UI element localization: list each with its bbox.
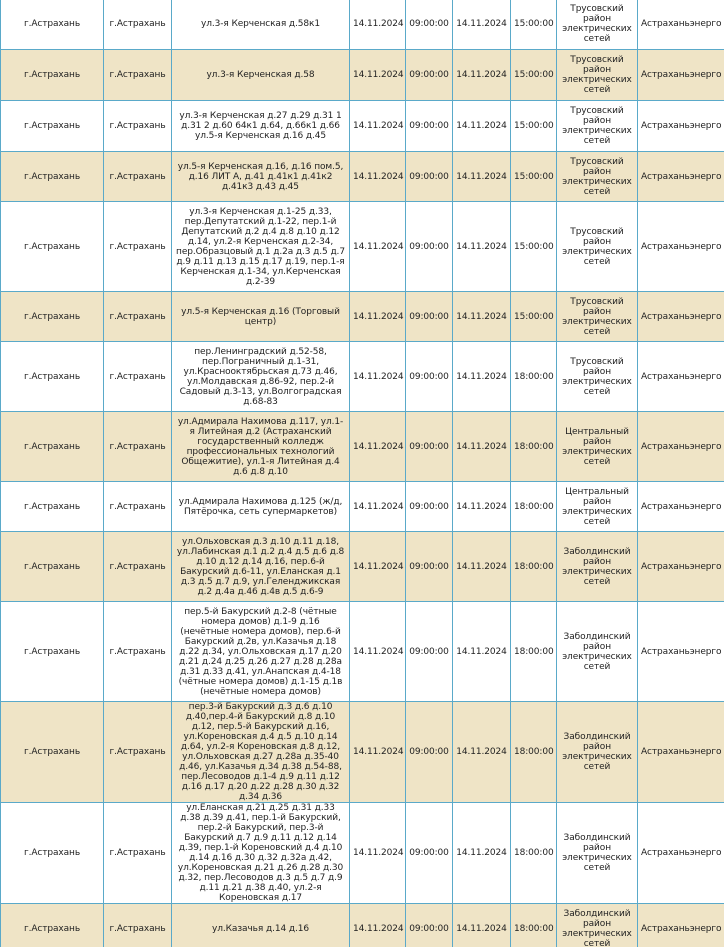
city-cell: г.Астрахань	[1, 904, 104, 947]
end-time-cell: 18:00:00	[511, 803, 557, 904]
start-time-cell: 09:00:00	[406, 412, 453, 482]
company-cell: Астраханьэнерго	[638, 50, 724, 101]
table-row	[1, 101, 724, 152]
table-row	[1, 904, 724, 947]
start-date-cell: 14.11.2024	[350, 152, 406, 202]
end-time-cell: 18:00:00	[511, 342, 557, 412]
city-cell: г.Астрахань	[1, 803, 104, 904]
table-row	[1, 412, 724, 482]
start-date-cell: 14.11.2024	[350, 292, 406, 342]
company-cell: Астраханьэнерго	[638, 803, 724, 904]
start-date-cell: 14.11.2024	[350, 532, 406, 602]
start-time-cell: 09:00:00	[406, 602, 453, 702]
company-cell: Астраханьэнерго	[638, 101, 724, 152]
settlement-cell: г.Астрахань	[104, 101, 172, 152]
end-date-cell: 14.11.2024	[453, 532, 511, 602]
table-row	[1, 803, 724, 904]
end-date-cell: 14.11.2024	[453, 0, 511, 50]
district-cell: Заболдинский район электрических сетей	[557, 602, 638, 702]
district-cell: Трусовский район электрических сетей	[557, 50, 638, 101]
district-cell: Заболдинский район электрических сетей	[557, 803, 638, 904]
start-date-cell: 14.11.2024	[350, 50, 406, 101]
end-time-cell: 18:00:00	[511, 482, 557, 532]
start-time-cell: 09:00:00	[406, 101, 453, 152]
address-cell: ул.Адмирала Нахимова д.125 (ж/д, Пятёрочка, сеть супермаркетов)	[172, 482, 350, 532]
end-date-cell: 14.11.2024	[453, 292, 511, 342]
city-cell: г.Астрахань	[1, 202, 104, 292]
end-time-cell: 15:00:00	[511, 0, 557, 50]
end-date-cell: 14.11.2024	[453, 50, 511, 101]
company-cell: Астраханьэнерго	[638, 412, 724, 482]
city-cell: г.Астрахань	[1, 50, 104, 101]
district-cell: Трусовский район электрических сетей	[557, 101, 638, 152]
table-row	[1, 0, 724, 50]
end-date-cell: 14.11.2024	[453, 152, 511, 202]
start-date-cell: 14.11.2024	[350, 602, 406, 702]
settlement-cell: г.Астрахань	[104, 292, 172, 342]
company-cell: Астраханьэнерго	[638, 202, 724, 292]
city-cell: г.Астрахань	[1, 0, 104, 50]
district-cell: Трусовский район электрических сетей	[557, 342, 638, 412]
settlement-cell: г.Астрахань	[104, 152, 172, 202]
settlement-cell: г.Астрахань	[104, 602, 172, 702]
address-cell: ул.3-я Керченская д.58к1	[172, 0, 350, 50]
settlement-cell: г.Астрахань	[104, 532, 172, 602]
end-time-cell: 15:00:00	[511, 50, 557, 101]
company-cell: Астраханьэнерго	[638, 904, 724, 947]
end-time-cell: 15:00:00	[511, 202, 557, 292]
address-cell: ул.5-я Керченская д.16 (Торговый центр)	[172, 292, 350, 342]
district-cell: Трусовский район электрических сетей	[557, 202, 638, 292]
company-cell: Астраханьэнерго	[638, 342, 724, 412]
district-cell: Заболдинский район электрических сетей	[557, 904, 638, 947]
city-cell: г.Астрахань	[1, 482, 104, 532]
address-cell: пер.5-й Бакурский д.2-8 (чётные номера домов) д.1-9 д.16 (нечётные номера домов), пер.6-й Бакурский д.2в, ул.Казачья д.18 д.22 д.34, ул.Ольховская д.17 д.20 д.21 д.24 д.25 д.26 д.27 д.28 д.28а д.31 д.33 д.41, ул.Анапская д.4-18 (чётные номера домов) д.1-15 д.1в (нечётные номера домов)	[172, 602, 350, 702]
end-time-cell: 18:00:00	[511, 602, 557, 702]
district-cell: Центральный район электрических сетей	[557, 482, 638, 532]
table-row	[1, 292, 724, 342]
address-cell: ул.5-я Керченская д.16, д.16 пом.5, д.16 ЛИТ А, д.41 д.41к1 д.41к2 д.41к3 д.43 д.45	[172, 152, 350, 202]
address-cell: пер.Ленинградский д.52-58, пер.Пограничный д.1-31, ул.Краснооктябрьская д.73 д.46, ул.Молдавская д.86-92, пер.2-й Садовый д.3-13, ул.Волгоградская д.68-83	[172, 342, 350, 412]
company-cell: Астраханьэнерго	[638, 152, 724, 202]
address-cell: ул.Ольховская д.3 д.10 д.11 д.18, ул.Лабинская д.1 д.2 д.4 д.5 д.6 д.8 д.10 д.12 д.14 д.16, пер.6-й Бакурский д.6-11, ул.Еланская д.1 д.3 д.5 д.7 д.9, ул.Геленджикская д.2 д.4а д.46 д.4в д.5 д.6-9	[172, 532, 350, 602]
settlement-cell: г.Астрахань	[104, 702, 172, 803]
settlement-cell: г.Астрахань	[104, 202, 172, 292]
start-time-cell: 09:00:00	[406, 0, 453, 50]
city-cell: г.Астрахань	[1, 292, 104, 342]
end-time-cell: 18:00:00	[511, 532, 557, 602]
settlement-cell: г.Астрахань	[104, 482, 172, 532]
district-cell: Заболдинский район электрических сетей	[557, 532, 638, 602]
address-cell: ул.Еланская д.21 д.25 д.31 д.33 д.38 д.39 д.41, пер.1-й Бакурский, пер.2-й Бакурский, пер.3-й Бакурский д.7 д.9 д.11 д.12 д.14 д.39, пер.1-й Кореновский д.4 д.10 д.14 д.16 д.30 д.32 д.32а д.42, ул.Кореновская д.21 д.26 д.28 д.30 д.32, пер.Лесоводов д.3 д.5 д.7 д.9 д.11 д.21 д.38 д.40, ул.2-я Кореновская д.17	[172, 803, 350, 904]
end-date-cell: 14.11.2024	[453, 482, 511, 532]
end-date-cell: 14.11.2024	[453, 412, 511, 482]
start-date-cell: 14.11.2024	[350, 803, 406, 904]
end-time-cell: 18:00:00	[511, 904, 557, 947]
start-date-cell: 14.11.2024	[350, 904, 406, 947]
start-time-cell: 09:00:00	[406, 152, 453, 202]
end-time-cell: 15:00:00	[511, 152, 557, 202]
end-time-cell: 15:00:00	[511, 292, 557, 342]
end-time-cell: 18:00:00	[511, 702, 557, 803]
start-time-cell: 09:00:00	[406, 803, 453, 904]
company-cell: Астраханьэнерго	[638, 482, 724, 532]
city-cell: г.Астрахань	[1, 412, 104, 482]
table-row	[1, 50, 724, 101]
address-cell: ул.Казачья д.14 д.16	[172, 904, 350, 947]
address-cell: ул.3-я Керченская д.1-25 д.33, пер.Депутатский д.1-22, пер.1-й Депутатский д.2 д.4 д.8 д.10 д.12 д.14, ул.2-я Керченская д.2-34, пер.Образцовый д.1 д.2а д.3 д.5 д.7 д.9 д.11 д.13 д.15 д.17 д.19, пер.1-я Керченская д.1-34, ул.Керченская д.2-39	[172, 202, 350, 292]
district-cell: Центральный район электрических сетей	[557, 412, 638, 482]
address-cell: ул.3-я Керченская д.27 д.29 д.31 1 д.31 2 д.60 64к1 д.64, д.66к1 д.66 ул.5-я Керченская д.16 д.45	[172, 101, 350, 152]
end-date-cell: 14.11.2024	[453, 202, 511, 292]
city-cell: г.Астрахань	[1, 342, 104, 412]
start-time-cell: 09:00:00	[406, 904, 453, 947]
start-date-cell: 14.11.2024	[350, 101, 406, 152]
start-date-cell: 14.11.2024	[350, 482, 406, 532]
address-cell: пер.3-й Бакурский д.3 д.6 д.10 д.40,пер.4-й Бакурский д.8 д.10 д.12, пер.5-й Бакурский д.16, ул.Кореновская д.4 д.5 д.10 д.14 д.64, ул.2-я Кореновская д.8 д.12, ул.Ольховская д.27 д.28а д.35-40 д.46, ул.Казачья д.34 д.38 д.54-88, пер.Лесоводов д.1-4 д.9 д.11 д.12 д.16 д.17 д.20 д.22 д.28 д.30 д.32 д.34 д.36	[172, 702, 350, 803]
city-cell: г.Астрахань	[1, 532, 104, 602]
settlement-cell: г.Астрахань	[104, 50, 172, 101]
start-date-cell: 14.11.2024	[350, 412, 406, 482]
district-cell: Трусовский район электрических сетей	[557, 152, 638, 202]
start-time-cell: 09:00:00	[406, 702, 453, 803]
end-date-cell: 14.11.2024	[453, 342, 511, 412]
company-cell: Астраханьэнерго	[638, 292, 724, 342]
start-time-cell: 09:00:00	[406, 482, 453, 532]
end-time-cell: 18:00:00	[511, 412, 557, 482]
end-date-cell: 14.11.2024	[453, 101, 511, 152]
settlement-cell: г.Астрахань	[104, 412, 172, 482]
end-date-cell: 14.11.2024	[453, 702, 511, 803]
company-cell: Астраханьэнерго	[638, 532, 724, 602]
table-row	[1, 702, 724, 803]
settlement-cell: г.Астрахань	[104, 0, 172, 50]
address-cell: ул.Адмирала Нахимова д.117, ул.1-я Литейная д.2 (Астраханский государственный колледж профессиональных технологий Общежитие), ул.1-я Литейная д.4 д.6 д.8 д.10	[172, 412, 350, 482]
settlement-cell: г.Астрахань	[104, 904, 172, 947]
company-cell: Астраханьэнерго	[638, 0, 724, 50]
table-row	[1, 342, 724, 412]
start-time-cell: 09:00:00	[406, 292, 453, 342]
start-date-cell: 14.11.2024	[350, 702, 406, 803]
district-cell: Заболдинский район электрических сетей	[557, 702, 638, 803]
start-time-cell: 09:00:00	[406, 342, 453, 412]
settlement-cell: г.Астрахань	[104, 803, 172, 904]
start-date-cell: 14.11.2024	[350, 202, 406, 292]
city-cell: г.Астрахань	[1, 602, 104, 702]
end-date-cell: 14.11.2024	[453, 904, 511, 947]
company-cell: Астраханьэнерго	[638, 602, 724, 702]
company-cell: Астраханьэнерго	[638, 702, 724, 803]
district-cell: Трусовский район электрических сетей	[557, 292, 638, 342]
table-row	[1, 602, 724, 702]
start-date-cell: 14.11.2024	[350, 0, 406, 50]
city-cell: г.Астрахань	[1, 152, 104, 202]
table-row	[1, 482, 724, 532]
end-date-cell: 14.11.2024	[453, 602, 511, 702]
start-date-cell: 14.11.2024	[350, 342, 406, 412]
start-time-cell: 09:00:00	[406, 50, 453, 101]
end-date-cell: 14.11.2024	[453, 803, 511, 904]
settlement-cell: г.Астрахань	[104, 342, 172, 412]
table-row	[1, 532, 724, 602]
city-cell: г.Астрахань	[1, 101, 104, 152]
end-time-cell: 15:00:00	[511, 101, 557, 152]
start-time-cell: 09:00:00	[406, 202, 453, 292]
start-time-cell: 09:00:00	[406, 532, 453, 602]
address-cell: ул.3-я Керченская д.58	[172, 50, 350, 101]
table-row	[1, 202, 724, 292]
city-cell: г.Астрахань	[1, 702, 104, 803]
district-cell: Трусовский район электрических сетей	[557, 0, 638, 50]
table-row	[1, 152, 724, 202]
